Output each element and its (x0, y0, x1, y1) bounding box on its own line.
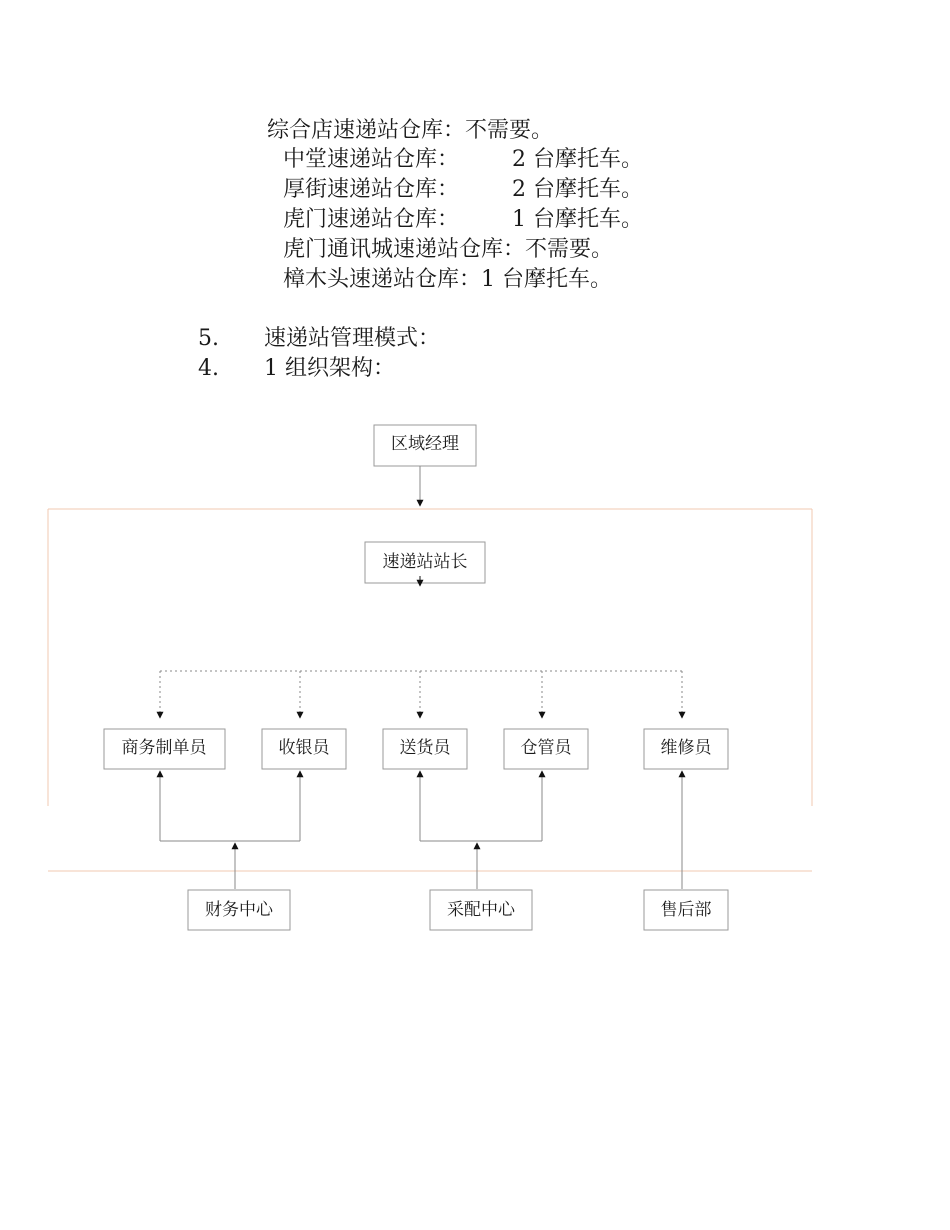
section-number: 4. (198, 356, 219, 381)
node-finance-center (188, 890, 290, 930)
node-label: 商务制单员 (121, 738, 207, 758)
storage-name: 综合店速递站仓库： (267, 118, 466, 143)
section-number: 5. (198, 326, 219, 351)
storage-value: 2 台摩托车。 (512, 147, 644, 172)
storage-value: 不需要。 (465, 118, 554, 143)
node-regional-manager (374, 425, 476, 466)
storage-name: 虎门速递站仓库： (283, 207, 460, 232)
section-title: 1 组织架构： (264, 356, 395, 381)
storage-value: 2 台摩托车。 (512, 177, 644, 202)
node-label: 财务中心 (205, 900, 273, 920)
storage-name: 樟木头速递站仓库： (283, 267, 482, 292)
storage-name: 虎门通讯城速递站仓库： (283, 237, 526, 262)
storage-name: 中堂速递站仓库： (283, 147, 460, 172)
dotted-distribution (160, 671, 682, 718)
node-station-head (365, 542, 485, 583)
node-staff-repair (644, 729, 728, 769)
storage-name: 厚街速递站仓库： (283, 177, 460, 202)
node-label: 速递站站长 (382, 552, 468, 572)
node-label: 售后部 (660, 900, 712, 920)
node-after-sales (644, 890, 728, 930)
node-procurement-center (430, 890, 532, 930)
node-label: 采配中心 (447, 900, 515, 920)
node-staff-delivery (383, 729, 467, 769)
node-label: 仓管员 (520, 738, 572, 758)
node-staff-merchant-clerk (104, 729, 225, 769)
storage-value: 1 台摩托车。 (481, 267, 613, 292)
node-label: 收银员 (278, 738, 330, 758)
storage-value: 1 台摩托车。 (512, 207, 644, 232)
node-label: 维修员 (660, 738, 712, 758)
section-title: 速递站管理模式： (264, 326, 441, 351)
node-label: 区域经理 (391, 434, 459, 454)
node-label: 送货员 (399, 738, 451, 758)
storage-value: 不需要。 (525, 237, 614, 262)
node-staff-warehouse (504, 729, 588, 769)
node-staff-cashier (262, 729, 346, 769)
